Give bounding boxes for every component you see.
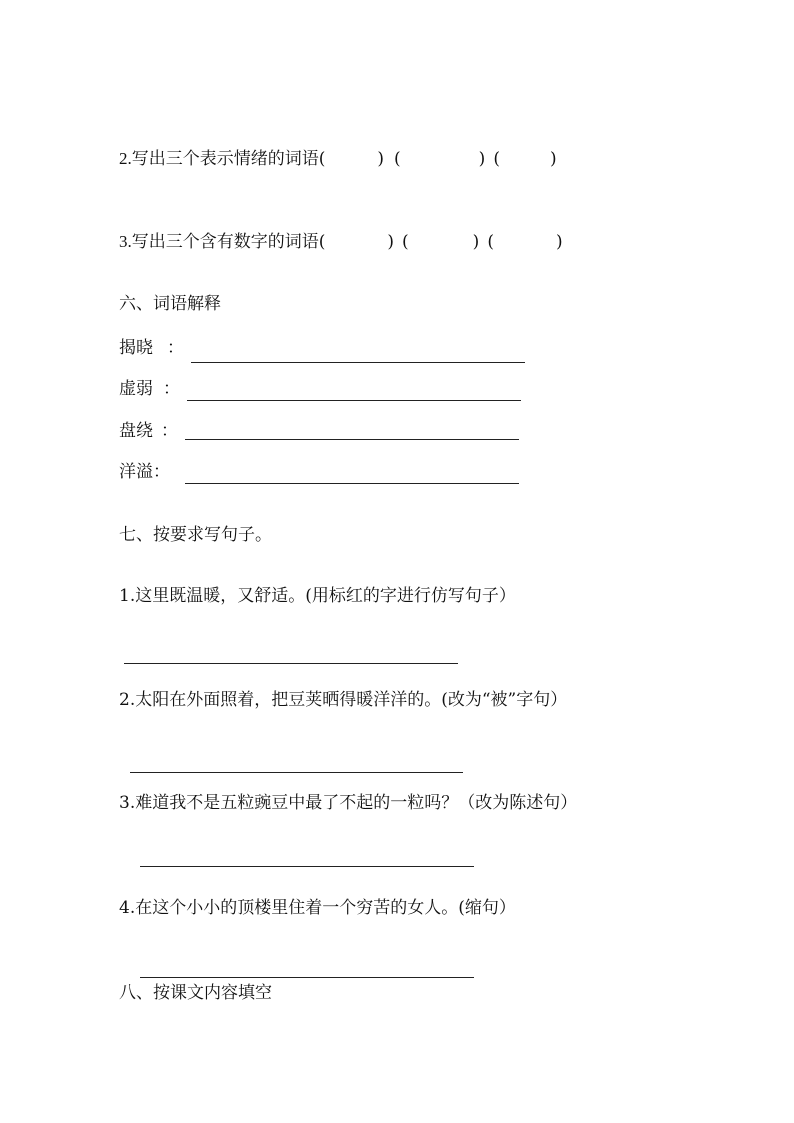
term-word: 洋溢 [119, 462, 153, 482]
answer-line-sentence-3[interactable] [140, 866, 474, 867]
question-3-paren: ) [472, 232, 480, 252]
term-row [119, 378, 180, 400]
sentence-item-1: 1.这里既温暖，又舒适。(用标红的字进行仿写句子） [119, 586, 516, 606]
term-row [119, 461, 170, 483]
term-colon: ： [163, 379, 180, 399]
question-3-text: 写出三个含有数字的词语( [131, 232, 326, 252]
term-word: 虚弱 [119, 379, 153, 399]
sentence-item-2: 2.太阳在外面照着，把豆荚晒得暖洋洋的。(改为“被”字句） [119, 690, 568, 710]
answer-line-term-4[interactable] [185, 483, 519, 484]
question-2-text: 写出三个表示情绪的词语( [131, 149, 326, 169]
sentence-item-4: 4.在这个小小的顶楼里住着一个穷苦的女人。(缩句） [119, 898, 516, 918]
term-row [119, 337, 184, 359]
question-2-number: 2. [119, 149, 132, 168]
term-row [119, 420, 178, 442]
section-8-title: 八、按课文内容填空 [119, 983, 272, 1003]
answer-line-sentence-4[interactable] [140, 977, 474, 978]
question-3-paren: ) [387, 232, 395, 252]
question-3-paren: ( [487, 232, 494, 252]
question-3-line [119, 231, 563, 253]
answer-line-term-1[interactable] [191, 362, 525, 363]
term-word: 揭晓 [119, 338, 153, 358]
section-7-title: 七、按要求写句子。 [119, 525, 272, 545]
answer-line-sentence-2[interactable] [130, 772, 463, 773]
answer-line-term-3[interactable] [185, 439, 519, 440]
answer-line-sentence-1[interactable] [124, 663, 458, 664]
term-colon: ： [161, 421, 178, 441]
sentence-item-3: 3.难道我不是五粒豌豆中最了不起的一粒吗？（改为陈述句） [119, 793, 578, 813]
question-3-paren: ( [402, 232, 409, 252]
question-3-number: 3. [119, 232, 132, 251]
term-word: 盘绕 [119, 421, 153, 441]
question-2-paren: ) [549, 149, 557, 169]
question-2-paren: ( [394, 149, 401, 169]
term-colon: ： [153, 462, 170, 482]
question-2-paren: ( [493, 149, 500, 169]
question-2-paren: ) [377, 149, 385, 169]
answer-line-term-2[interactable] [187, 400, 521, 401]
term-colon: ： [167, 338, 184, 358]
question-2-line [119, 148, 557, 170]
question-3-paren: ) [555, 232, 563, 252]
section-6-title: 六、词语解释 [119, 294, 221, 314]
question-2-paren: ) [478, 149, 486, 169]
